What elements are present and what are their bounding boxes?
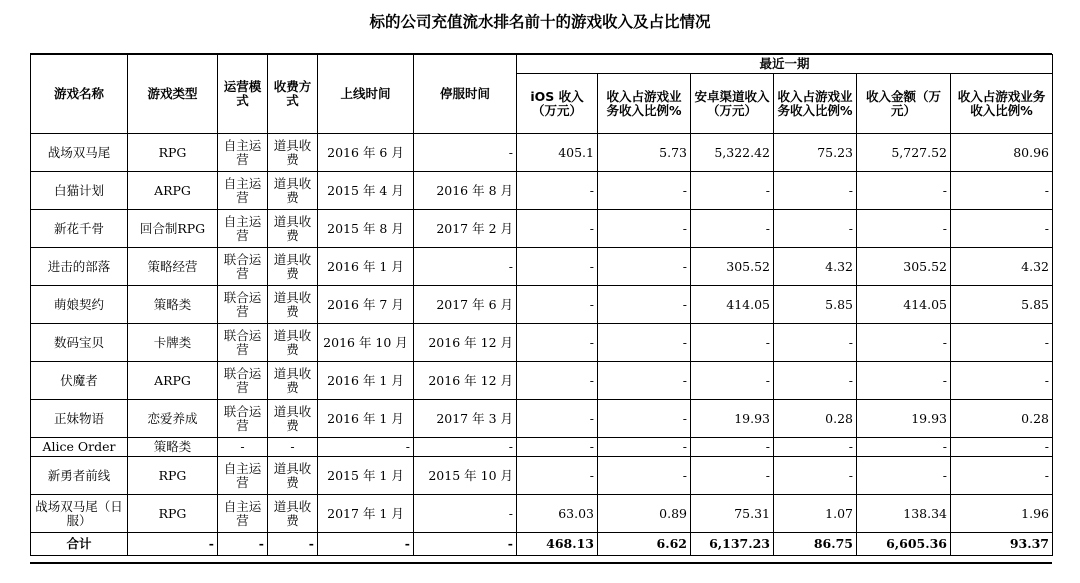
cell-android-pct: 4.32: [774, 248, 857, 286]
cell-launch: 2016 年 10 月: [318, 324, 414, 362]
cell-type: 回合制RPG: [128, 210, 218, 248]
cell-total-pct: 0.28: [951, 400, 1053, 438]
cell-mode: 自主运营: [218, 172, 268, 210]
cell-total-pct: 1.96: [951, 495, 1053, 533]
cell-total-pct: 80.96: [951, 134, 1053, 172]
cell-fee: 道具收费: [268, 324, 318, 362]
bottom-rule: [30, 562, 1052, 564]
cell-total: -: [857, 457, 951, 495]
cell-stop: -: [414, 495, 517, 533]
cell-type: RPG: [128, 134, 218, 172]
cell-ios: -: [517, 438, 598, 457]
cell-android-pct: -: [774, 457, 857, 495]
cell-android-pct: -: [774, 210, 857, 248]
cell-launch: 2016 年 1 月: [318, 248, 414, 286]
cell-stop: -: [414, 134, 517, 172]
cell-ios: -: [517, 362, 598, 400]
cell-ios-pct: -: [598, 438, 691, 457]
cell-ios: 405.1: [517, 134, 598, 172]
cell-fee: 道具收费: [268, 362, 318, 400]
cell-total: 6,605.36: [857, 533, 951, 556]
cell-launch: -: [318, 533, 414, 556]
total-row: [31, 533, 1053, 556]
cell-total: 305.52: [857, 248, 951, 286]
cell-ios: -: [517, 457, 598, 495]
cell-android: 19.93: [691, 400, 774, 438]
cell-ios-pct: -: [598, 400, 691, 438]
cell-android-pct: -: [774, 172, 857, 210]
cell-name: 战场双马尾: [31, 134, 128, 172]
cell-android: -: [691, 438, 774, 457]
cell-launch: 2015 年 1 月: [318, 457, 414, 495]
cell-stop: 2017 年 6 月: [414, 286, 517, 324]
cell-stop: 2015 年 10 月: [414, 457, 517, 495]
cell-type: 策略类: [128, 286, 218, 324]
cell-ios: -: [517, 324, 598, 362]
cell-fee: 道具收费: [268, 400, 318, 438]
header-fee-mode: 收费方式: [268, 55, 318, 134]
cell-total-pct: -: [951, 457, 1053, 495]
table-row: [31, 134, 1053, 172]
cell-android-pct: -: [774, 362, 857, 400]
cell-name: 新花千骨: [31, 210, 128, 248]
cell-ios: -: [517, 210, 598, 248]
cell-name: 合计: [31, 533, 128, 556]
cell-android: 5,322.42: [691, 134, 774, 172]
cell-type: RPG: [128, 457, 218, 495]
cell-type: 卡牌类: [128, 324, 218, 362]
header-total-share: 收入占游戏业务收入比例%: [951, 74, 1053, 134]
table-row: [31, 438, 1053, 457]
cell-name: 萌娘契约: [31, 286, 128, 324]
cell-total-pct: 93.37: [951, 533, 1053, 556]
cell-fee: 道具收费: [268, 457, 318, 495]
header-game-type: 游戏类型: [128, 55, 218, 134]
cell-stop: 2016 年 12 月: [414, 362, 517, 400]
cell-stop: -: [414, 248, 517, 286]
cell-ios-pct: -: [598, 324, 691, 362]
cell-type: RPG: [128, 495, 218, 533]
cell-type: ARPG: [128, 172, 218, 210]
table-row: [31, 210, 1053, 248]
cell-ios-pct: 5.73: [598, 134, 691, 172]
header-game-name: 游戏名称: [31, 55, 128, 134]
cell-name: Alice Order: [31, 438, 128, 457]
header-shutdown-date: 停服时间: [414, 55, 517, 134]
cell-android: -: [691, 457, 774, 495]
cell-stop: 2017 年 3 月: [414, 400, 517, 438]
table-row: [31, 248, 1053, 286]
cell-name: 白猫计划: [31, 172, 128, 210]
table-row: [31, 495, 1053, 533]
cell-total: -: [857, 324, 951, 362]
cell-total-pct: -: [951, 362, 1053, 400]
cell-mode: 自主运营: [218, 134, 268, 172]
cell-android-pct: -: [774, 438, 857, 457]
cell-mode: 联合运营: [218, 362, 268, 400]
cell-android-pct: 75.23: [774, 134, 857, 172]
cell-launch: 2016 年 6 月: [318, 134, 414, 172]
header-total-revenue: 收入金额（万元）: [857, 74, 951, 134]
cell-total-pct: 5.85: [951, 286, 1053, 324]
cell-ios: 468.13: [517, 533, 598, 556]
cell-ios-pct: -: [598, 210, 691, 248]
header-ios-revenue: iOS 收入（万元）: [517, 74, 598, 134]
cell-fee: 道具收费: [268, 286, 318, 324]
cell-type: 恋爱养成: [128, 400, 218, 438]
cell-total-pct: -: [951, 324, 1053, 362]
cell-fee: -: [268, 533, 318, 556]
cell-launch: 2017 年 1 月: [318, 495, 414, 533]
cell-android: -: [691, 210, 774, 248]
cell-android: 305.52: [691, 248, 774, 286]
cell-name: 数码宝贝: [31, 324, 128, 362]
cell-total: 19.93: [857, 400, 951, 438]
cell-total-pct: -: [951, 172, 1053, 210]
cell-total: 414.05: [857, 286, 951, 324]
cell-launch: 2016 年 1 月: [318, 400, 414, 438]
cell-stop: -: [414, 533, 517, 556]
table-title: 标的公司充值流水排名前十的游戏收入及占比情况: [369, 13, 711, 31]
cell-android-pct: -: [774, 324, 857, 362]
table-row: [31, 286, 1053, 324]
cell-fee: 道具收费: [268, 495, 318, 533]
table-row: [31, 362, 1053, 400]
cell-stop: 2017 年 2 月: [414, 210, 517, 248]
cell-total: -: [857, 362, 951, 400]
cell-ios-pct: -: [598, 248, 691, 286]
table-row: [31, 172, 1053, 210]
cell-stop: 2016 年 12 月: [414, 324, 517, 362]
cell-stop: 2016 年 8 月: [414, 172, 517, 210]
cell-name: 正妹物语: [31, 400, 128, 438]
header-android-share: 收入占游戏业务收入比例%: [774, 74, 857, 134]
table-row: [31, 400, 1053, 438]
table-body: [31, 134, 1053, 556]
cell-type: ARPG: [128, 362, 218, 400]
cell-ios-pct: -: [598, 362, 691, 400]
cell-fee: 道具收费: [268, 134, 318, 172]
cell-total-pct: -: [951, 210, 1053, 248]
cell-fee: 道具收费: [268, 248, 318, 286]
cell-mode: 联合运营: [218, 324, 268, 362]
cell-total-pct: 4.32: [951, 248, 1053, 286]
table-row: [31, 457, 1053, 495]
cell-total-pct: -: [951, 438, 1053, 457]
cell-android-pct: 0.28: [774, 400, 857, 438]
cell-ios: 63.03: [517, 495, 598, 533]
cell-android-pct: 5.85: [774, 286, 857, 324]
cell-name: 伏魔者: [31, 362, 128, 400]
cell-mode: 联合运营: [218, 286, 268, 324]
cell-ios-pct: 0.89: [598, 495, 691, 533]
cell-total: 138.34: [857, 495, 951, 533]
cell-total: 5,727.52: [857, 134, 951, 172]
cell-ios-pct: -: [598, 457, 691, 495]
cell-mode: 自主运营: [218, 210, 268, 248]
cell-mode: -: [218, 533, 268, 556]
table-row: [31, 324, 1053, 362]
cell-android-pct: 1.07: [774, 495, 857, 533]
cell-name: 战场双马尾（日服）: [31, 495, 128, 533]
cell-mode: -: [218, 438, 268, 457]
header-ios-share: 收入占游戏业务收入比例%: [598, 74, 691, 134]
cell-type: 策略类: [128, 438, 218, 457]
header-operation-mode: 运营模式: [218, 55, 268, 134]
cell-ios: -: [517, 248, 598, 286]
cell-stop: -: [414, 438, 517, 457]
cell-mode: 自主运营: [218, 457, 268, 495]
revenue-table: [30, 54, 1053, 556]
header-launch-date: 上线时间: [318, 55, 414, 134]
cell-fee: 道具收费: [268, 172, 318, 210]
cell-ios: -: [517, 286, 598, 324]
cell-android: -: [691, 172, 774, 210]
cell-ios-pct: 6.62: [598, 533, 691, 556]
cell-fee: -: [268, 438, 318, 457]
cell-ios: -: [517, 400, 598, 438]
cell-launch: 2015 年 8 月: [318, 210, 414, 248]
cell-type: -: [128, 533, 218, 556]
cell-android-pct: 86.75: [774, 533, 857, 556]
cell-name: 新勇者前线: [31, 457, 128, 495]
cell-android: 6,137.23: [691, 533, 774, 556]
cell-mode: 联合运营: [218, 248, 268, 286]
cell-fee: 道具收费: [268, 210, 318, 248]
cell-name: 进击的部落: [31, 248, 128, 286]
cell-launch: 2015 年 4 月: [318, 172, 414, 210]
cell-launch: 2016 年 7 月: [318, 286, 414, 324]
cell-launch: 2016 年 1 月: [318, 362, 414, 400]
header-period: 最近一期: [517, 55, 1053, 74]
cell-mode: 联合运营: [218, 400, 268, 438]
cell-ios-pct: -: [598, 172, 691, 210]
cell-launch: -: [318, 438, 414, 457]
cell-total: -: [857, 210, 951, 248]
cell-type: 策略经营: [128, 248, 218, 286]
cell-android: 75.31: [691, 495, 774, 533]
cell-total: -: [857, 172, 951, 210]
header-android-revenue: 安卓渠道收入（万元）: [691, 74, 774, 134]
cell-android: -: [691, 324, 774, 362]
cell-mode: 自主运营: [218, 495, 268, 533]
cell-android: -: [691, 362, 774, 400]
cell-ios-pct: -: [598, 286, 691, 324]
cell-android: 414.05: [691, 286, 774, 324]
cell-total: -: [857, 438, 951, 457]
cell-ios: -: [517, 172, 598, 210]
